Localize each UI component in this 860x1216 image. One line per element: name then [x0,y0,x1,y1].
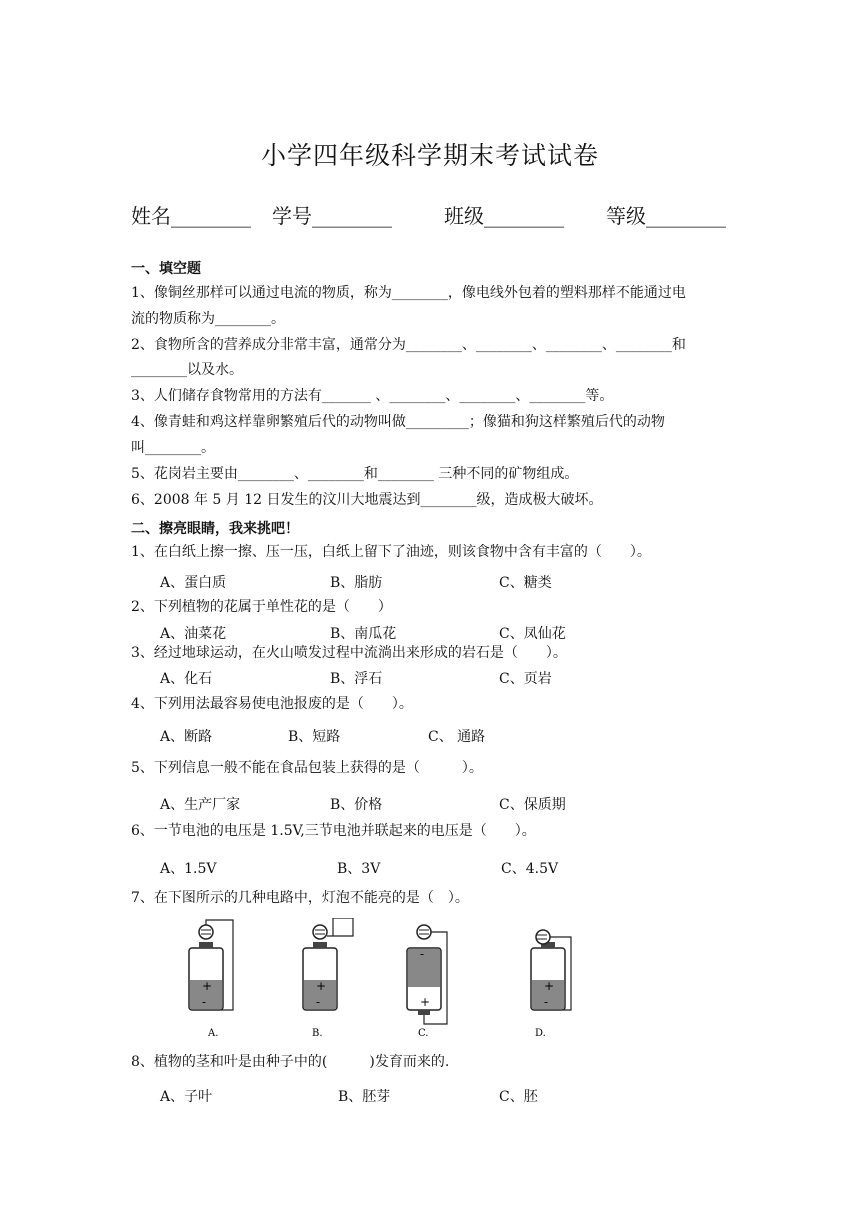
question-stem: 7、在下图所示的几种电路中，灯泡不能亮的是（ ）。 [131,890,469,906]
option: C、页岩 [499,671,552,687]
minus-sign-c: - [420,947,425,961]
option: C、 通路 [428,729,486,745]
option: B、胚芽 [338,1089,391,1105]
option: C、胚 [499,1089,538,1105]
option: C、糖类 [499,575,552,591]
option: B、价格 [330,797,383,813]
fill-line: 4、像青蛙和鸡这样靠卵繁殖后代的动物叫做_________；像猫和狗这样繁殖后代的动物 [131,414,665,430]
student-info-row [0,200,860,230]
page-title: 小学四年级科学期末考试试卷 [260,141,599,170]
option: C、保质期 [499,797,566,813]
figure-label-a: A. [208,1028,219,1039]
fill-line: 6、2008 年 5 月 12 日发生的汶川大地震达到________级，造成极大破坏。 [131,492,603,508]
minus-sign-d: - [544,995,549,1009]
option: B、脂肪 [330,575,383,591]
question-stem: 2、下列植物的花属于单性花的是（ ） [131,599,392,615]
circuit-figure [175,918,595,1040]
fill-line: 1、像铜丝那样可以通过电流的物质，称为________，像电线外包着的塑料那样不能通过电 [131,285,686,301]
class-field: 班级________ [444,204,564,228]
question-stem: 6、一节电池的电压是 1.5V,三节电池并联起来的电压是（ ）。 [131,823,536,839]
fill-line: 5、花岗岩主要由________、________和________ 三种不同的矿物组成。 [131,466,579,482]
fill-line: 3、人们储存食物常用的方法有_______ 、________、________、________等。 [131,388,614,404]
plus-sign-a: + [202,979,213,993]
section2-heading: 二、擦亮眼睛，我来挑吧！ [131,521,299,537]
question-stem: 5、下列信息一般不能在食品包装上获得的是（ ）。 [131,760,483,776]
question-stem: 1、在白纸上擦一擦、压一压，白纸上留下了油迹，则该食物中含有丰富的（ ）。 [131,544,651,560]
fill-line: 流的物质称为________。 [131,311,285,327]
option: B、短路 [288,729,341,745]
circuit-c [407,925,447,1024]
number-field: 学号________ [272,204,392,228]
plus-sign-c: + [420,995,431,1009]
section1-heading: 一、填空题 [131,261,201,277]
figure-label-c: C. [418,1028,429,1039]
question-stem: 3、经过地球运动，在火山喷发过程中流淌出来形成的岩石是（ ）。 [131,645,567,661]
question-stem: 8、植物的茎和叶是由种子中的( )发育而来的. [131,1054,450,1070]
option: C、凤仙花 [499,626,566,642]
circuit-d [531,930,571,1010]
circuit-a [189,920,233,1010]
option: A、子叶 [160,1089,213,1105]
option: A、蛋白质 [160,575,227,591]
fill-line: 叫________。 [131,440,215,456]
option: B、浮石 [330,671,383,687]
fill-line: 2、食物所含的营养成分非常丰富，通常分为________、________、________、________和 [131,337,686,353]
circuit-b [303,918,353,1010]
plus-sign-d: + [544,979,555,993]
option: A、化石 [160,671,213,687]
plus-sign-b: + [316,979,327,993]
grade-field: 等级________ [606,204,726,228]
option: B、南瓜花 [330,626,397,642]
option: A、断路 [160,729,213,745]
option: B、3V [337,861,381,877]
option: C、4.5V [501,861,559,877]
minus-sign-b: - [316,995,321,1009]
figure-label-d: D. [535,1028,546,1039]
figure-label-b: B. [312,1028,323,1039]
option: A、油菜花 [160,626,227,642]
option: A、1.5V [160,861,217,877]
question-stem: 4、下列用法最容易使电池报废的是（ ）。 [131,696,413,712]
option: A、生产厂家 [160,797,241,813]
fill-line: ________以及水。 [131,362,243,378]
minus-sign-a: - [202,995,207,1009]
name-field: 姓名________ [131,204,251,228]
